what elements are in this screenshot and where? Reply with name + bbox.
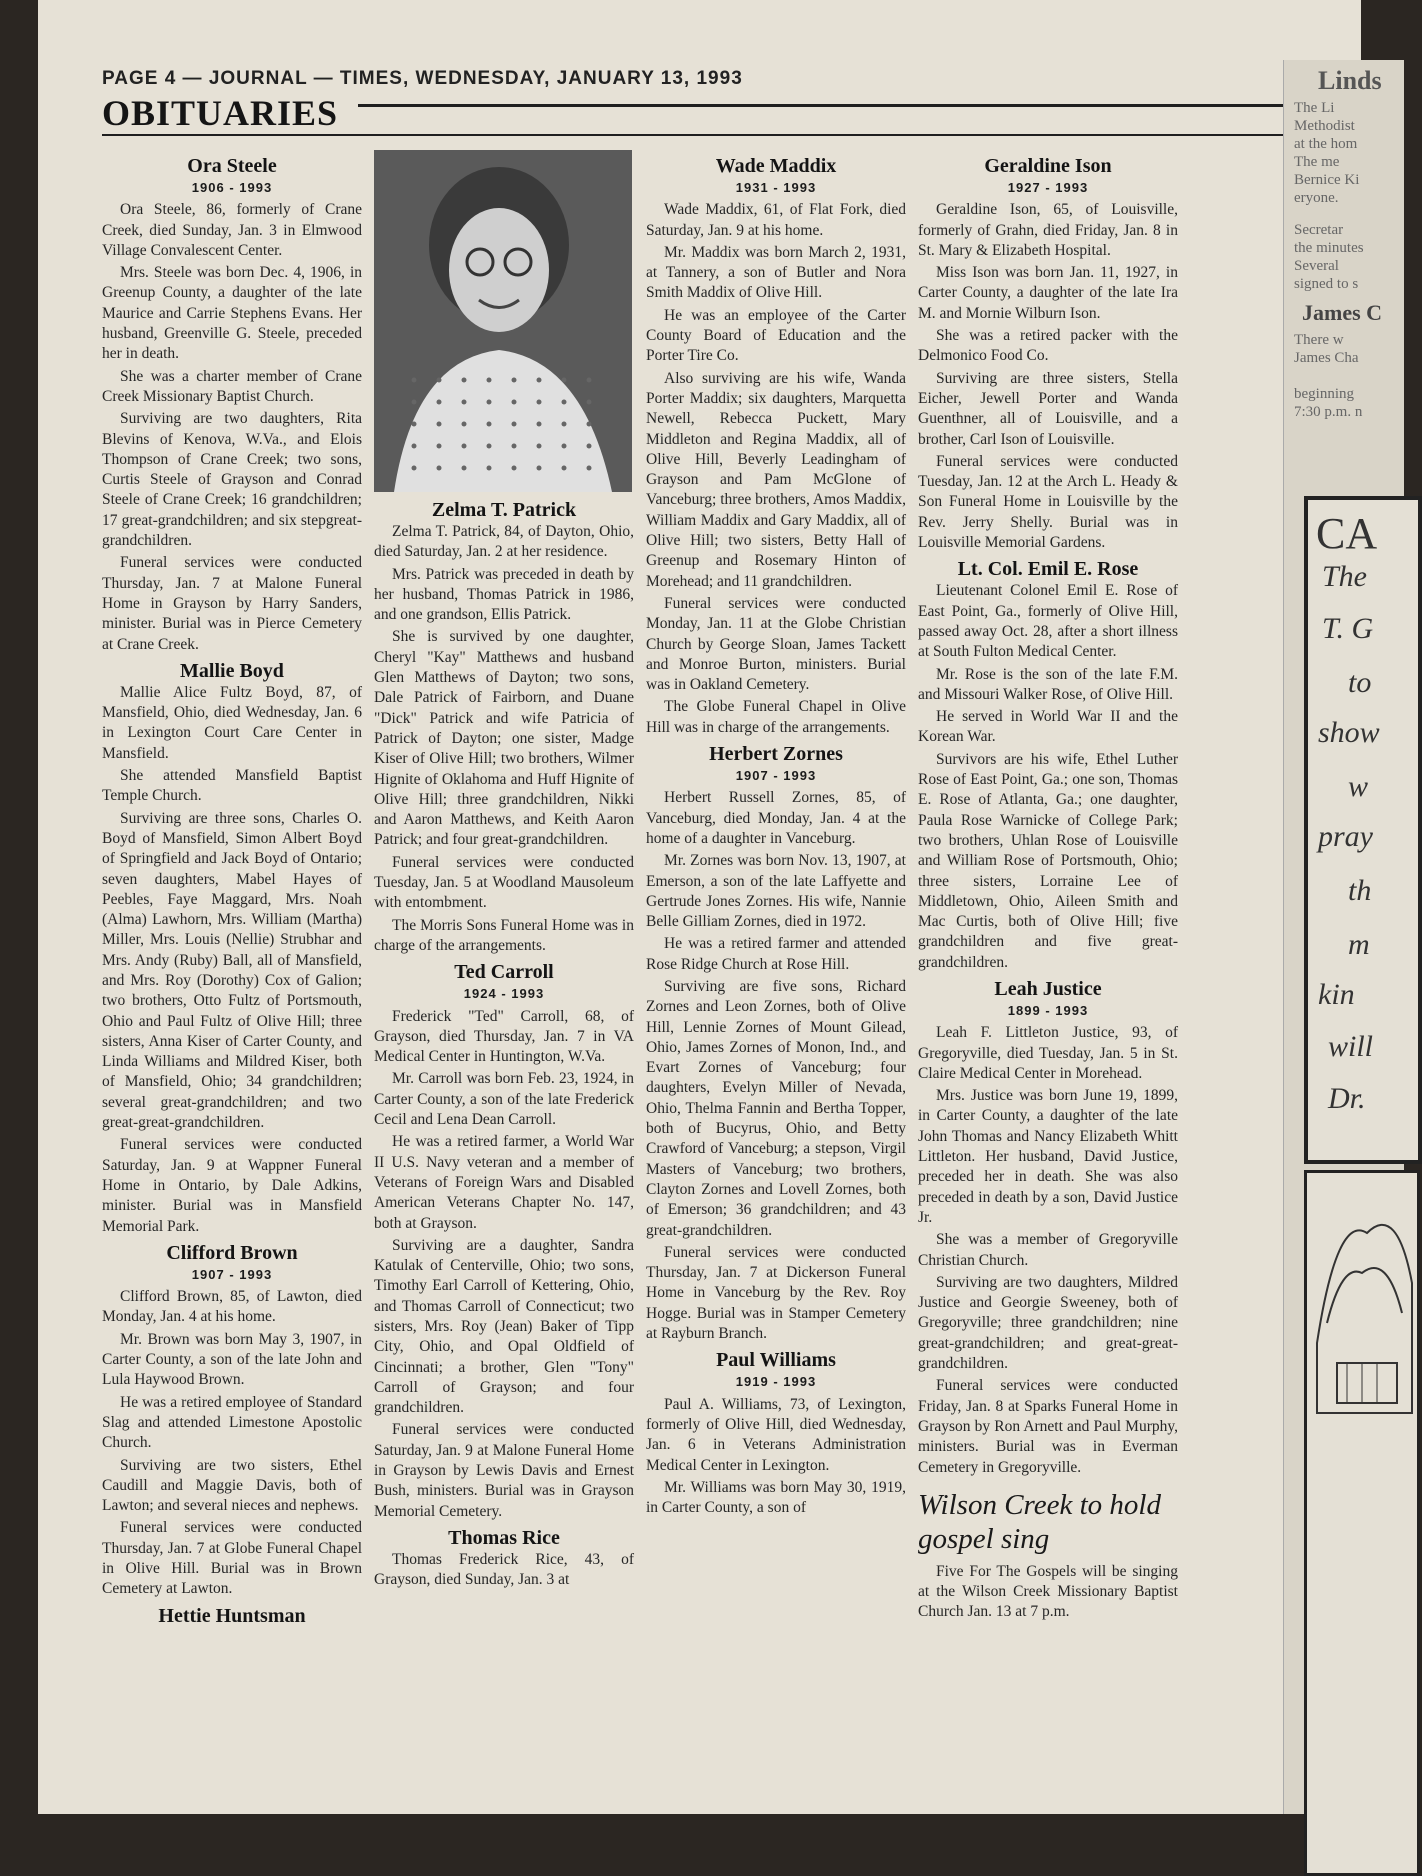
obituary-paragraph: Surviving are three sisters, Stella Eicher, Jewell Porter and Wanda Guenthner, all of Louisville, and a brother, Carl Ison of Louisville. — [918, 369, 1178, 448]
obituary-years: 1907 - 1993 — [191, 1266, 273, 1282]
obituary-name: Wade Maddix — [715, 155, 837, 177]
adjacent-page-text: Secretar — [1294, 222, 1344, 238]
obituary-paragraph: She is survived by one daughter, Cheryl "Kay" Matthews and husband Glen Matthews of Dayton; two sons, Dale Patrick of Fairborn, and Duane "Dick" Patrick and wife Patricia of Patrick of Dayton; one sister, Madge Kiser of Olive Hill; two brothers, Wilmer Hignite of Oklahoma and Huff Hignite of Olive Hill; three grandchildren, Nikki and Aaron Matthews, and Keith Aaron Patrick; and four great-grandchildren. — [374, 628, 634, 849]
obituary-paragraph: Mr. Brown was born May 3, 1907, in Carter County, a son of the late John and Lula Haywood Brown. — [102, 1330, 362, 1389]
obituary-paragraph: Funeral services were conducted Friday, Jan. 8 at Sparks Funeral Home in Grayson by Ron Arnett and Paul Murphy, ministers. Burial was in Everman Cemetery in Gregoryville. — [918, 1377, 1178, 1476]
obituary-paragraph: Leah F. Littleton Justice, 93, of Gregoryville, died Tuesday, Jan. 5 in St. Claire Medical Center in Morehead. — [918, 1024, 1178, 1082]
adjacent-page-text: Bernice Ki — [1294, 172, 1360, 188]
obituary-name: Ted Carroll — [454, 961, 554, 984]
section-rule-top — [358, 104, 1293, 107]
obituary-paragraph: Five For The Gospels will be singing at the Wilson Creek Missionary Baptist Church Jan. 13 at 7 p.m. — [918, 1562, 1178, 1621]
obituary-years: 1927 - 1993 — [1007, 180, 1089, 195]
obituary-paragraph: Mr. Williams was born May 30, 1919, in Carter County, a son of — [646, 1478, 906, 1517]
obituary-paragraph: He served in World War II and the Korean War. — [918, 708, 1178, 746]
portrait-photo-icon — [374, 150, 632, 492]
advertisement-heading: CA — [1316, 509, 1378, 558]
obituary-paragraph: Funeral services were conducted Monday, Jan. 11 at the Globe Christian Church by George Sloan, James Tackett and Monroe Burton, ministers. Burial was in Oakland Cemetery. — [646, 594, 906, 694]
adjacent-page-heading: Linds — [1318, 66, 1382, 95]
obituary-paragraph: Frederick "Ted" Carroll, 68, of Grayson, died Thursday, Jan. 7 in VA Medical Center in Huntington, W.Va. — [374, 1007, 634, 1066]
obituary-paragraph: Surviving are two daughters, Rita Blevins of Kenova, W.Va., and Elois Thompson of Crane Creek; two sons, Curtis Steele of Grayson and Conrad Steele of Crane Creek; 16 grandchildren; 17 great-grandchildren; and six stepgreat-grandchildren. — [102, 410, 362, 550]
obituary-paragraph: Geraldine Ison, 65, of Louisville, formerly of Grahn, died Friday, Jan. 8 in St. Mary & Elizabeth Hospital. — [918, 201, 1178, 259]
obituary-name: Ora Steele — [187, 155, 277, 177]
obituary-paragraph: Mallie Alice Fultz Boyd, 87, of Mansfield, Ohio, died Wednesday, Jan. 6 in Lexington Court Care Center in Mansfield. — [102, 683, 362, 762]
advertisement-text: T. G — [1322, 612, 1374, 645]
adjacent-page-text: beginning — [1294, 386, 1354, 402]
obituary-paragraph: Herbert Russell Zornes, 85, of Vanceburg, died Monday, Jan. 4 at the home of a daughter in Vanceburg. — [646, 789, 906, 847]
obituary-years: 1919 - 1993 — [735, 1374, 817, 1390]
adjacent-page-text: James Cha — [1294, 350, 1359, 366]
obituary-paragraph: The Morris Sons Funeral Home was in charge of the arrangements. — [374, 916, 634, 954]
advertisement-text: Dr. — [1328, 1082, 1366, 1115]
obituary-name: Paul Williams — [716, 1349, 836, 1372]
obituary-paragraph: Wade Maddix, 61, of Flat Fork, died Saturday, Jan. 9 at his home. — [646, 201, 906, 239]
obituary-paragraph: Surviving are three sons, Charles O. Boyd of Mansfield, Simon Albert Boyd of Springfield and Jack Boyd of Ontario; seven daughters, Mabel Hayes of Peebles, Faye Maggard, Mrs. Noah (Alma) Lawhorn, Mrs. William (Martha) Miller, Mrs. Louis (Nellie) Strubhar and Mrs. Andy (Ruby) Ball, all of Mansfield, and Mrs. Roy (Dorothy) Cox of Galion; two brothers, Otto Fultz of Portsmouth, Ohio and Paul Fultz of Olive Hill; three sisters, Anna Kiser of Carter County, and Linda Williams and Mildred Kiser, both of Mansfield, Ohio; 34 grandchildren; several great-grandchildren; and two great-great-grandchildren. — [102, 809, 362, 1132]
newspaper-page — [38, 0, 1383, 1814]
obituary-photo — [374, 150, 632, 492]
obituary-paragraph: She attended Mansfield Baptist Temple Church. — [102, 767, 362, 805]
obituary-name: Herbert Zornes — [709, 743, 843, 766]
obituary-name: Lt. Col. Emil E. Rose — [957, 558, 1139, 581]
obituary-paragraph: Mr. Rose is the son of the late F.M. and Missouri Walker Rose, of Olive Hill. — [918, 665, 1178, 703]
obituary-paragraph: Mrs. Steele was born Dec. 4, 1906, in Greenup County, a daughter of the late Maurice and Carrie Stephens Evans. Her husband, Greenville G. Steele, preceded her in death. — [102, 264, 362, 363]
obituary-name: Clifford Brown — [166, 1241, 298, 1264]
obituary-paragraph: Funeral services were conducted Tuesday, Jan. 12 at the Arch L. Heady & Son Funeral Home in Louisville by the Rev. Jerry Shelly. Burial was in Louisville Memorial Gardens. — [918, 452, 1178, 552]
obituary-paragraph: Mr. Carroll was born Feb. 23, 1924, in Carter County, a son of the late Frederick Cecil and Lena Dean Carroll. — [374, 1070, 634, 1129]
adjacent-page-text: at the hom — [1294, 136, 1358, 152]
obituary-name: Leah Justice — [994, 977, 1102, 1000]
adjacent-page-strip — [1283, 60, 1404, 1814]
obituary-paragraph: Funeral services were conducted Thursday, Jan. 7 at Dickerson Funeral Home in Vanceburg by the Rev. Roy Hogge. Burial was in Stamper Cemetery at Rayburn Branch. — [646, 1243, 906, 1343]
news-headline: Wilson Creek to hold gospel sing — [918, 1488, 1161, 1555]
obituary-paragraph: Lieutenant Colonel Emil E. Rose of East Point, Ga., formerly of Olive Hill, passed away Oct. 28, after a short illness at South Fulton Medical Center. — [918, 582, 1178, 661]
advertisement-text: show — [1318, 716, 1380, 749]
advertisement-text: th — [1348, 874, 1372, 907]
obituary-paragraph: Funeral services were conducted Saturday, Jan. 9 at Malone Funeral Home in Grayson by Lewis Davis and Ernest Bush, ministers. Burial was in Grayson Memorial Cemetery. — [374, 1421, 634, 1520]
obituary-paragraph: She was a member of Gregoryville Christian Church. — [918, 1231, 1178, 1269]
obituary-paragraph: He was a retired farmer and attended Rose Ridge Church at Rose Hill. — [646, 935, 906, 973]
obituary-paragraph: Clifford Brown, 85, of Lawton, died Monday, Jan. 4 at his home. — [102, 1288, 362, 1326]
advertisement-text: to — [1348, 666, 1372, 699]
obituary-paragraph: Survivors are his wife, Ethel Luther Rose of East Point, Ga.; one son, Thomas E. Rose of Atlanta, Ga.; one daughter, Paula Rose Warnicke of College Park; two brothers, Uhlan Rose of Louisville and William Rose of Portsmouth, Ohio; three sisters, Lorraine Lee of Middletown, Ohio, Aileen Smith and Mac Curtis, both of Olive Hill; five grandchildren and five great-grandchildren. — [918, 750, 1178, 971]
obituary-paragraph: Surviving are two sisters, Ethel Caudill and Maggie Davis, both of Lawton; and several nieces and nephews. — [102, 1456, 362, 1515]
obituary-column-4 — [918, 150, 1178, 1625]
obituary-paragraph: Surviving are two daughters, Mildred Justice and Georgie Sweeney, both of Gregoryville; three grandchildren; nine great-grandchildren; and great-great-grandchildren. — [918, 1273, 1178, 1373]
obituary-paragraph: Surviving are five sons, Richard Zornes and Leon Zornes, both of Olive Hill, Lennie Zornes of Mount Gilead, Ohio, James Zornes of Monon, Ind., and Evart Zornes of Vanceburg; four daughters, Evelyn Miller of Nevada, Ohio, Thelma Fannin and Bertha Topper, both of Bucyrus, Ohio, and Betty Crawford of Vanceburg; a stepson, Virgil Masters of Vanceburg; two brothers, Clayton Zornes and Lovell Zornes, both of Emerson; 36 grandchildren; and 43 great-grandchildren. — [646, 977, 906, 1239]
obituary-paragraph: Funeral services were conducted Tuesday, Jan. 5 at Woodland Mausoleum with entombment. — [374, 853, 634, 912]
adjacent-page-subhead: James C — [1302, 300, 1383, 325]
obituary-paragraph: Paul A. Williams, 73, of Lexington, formerly of Olive Hill, died Wednesday, Jan. 6 in Veterans Administration Medical Center in Lexington. — [646, 1395, 906, 1474]
obituary-paragraph: He was a retired employee of Standard Slag and attended Limestone Apostolic Church. — [102, 1393, 362, 1452]
adjacent-page-text: 7:30 p.m. n — [1294, 404, 1363, 420]
obituary-name: Zelma T. Patrick — [431, 499, 577, 521]
obituary-paragraph: The Globe Funeral Chapel in Olive Hill was in charge of the arrangements. — [646, 698, 906, 736]
adjacent-page-text: The Li — [1294, 100, 1335, 116]
funeral-home-advertisement — [1304, 1170, 1420, 1876]
obituary-paragraph: Mr. Maddix was born March 2, 1931, at Tannery, a son of Butler and Nora Smith Maddix of Olive Hill. — [646, 243, 906, 302]
masthead: PAGE 4 — JOURNAL — TIMES, WEDNESDAY, JANUARY 13, 1993 — [102, 68, 743, 89]
advertisement-text: kin — [1318, 978, 1355, 1011]
adjacent-page-text: signed to s — [1294, 276, 1359, 292]
adjacent-page-text: eryone. — [1294, 190, 1339, 206]
obituary-paragraph: Ora Steele, 86, formerly of Crane Creek, died Sunday, Jan. 3 in Elmwood Village Convalescent Center. — [102, 201, 362, 259]
obituary-paragraph: Funeral services were conducted Thursday, Jan. 7 at Globe Funeral Chapel in Olive Hill. Burial was in Brown Cemetery at Lawton. — [102, 1519, 362, 1598]
obituary-paragraph: He was an employee of the Carter County Board of Education and the Porter Tire Co. — [646, 306, 906, 365]
obituary-years: 1907 - 1993 — [735, 768, 817, 784]
advertisement-box — [1304, 496, 1422, 1164]
obituary-years: 1906 - 1993 — [191, 180, 273, 195]
obituary-paragraph: Thomas Frederick Rice, 43, of Grayson, died Sunday, Jan. 3 at — [374, 1550, 634, 1589]
adjacent-page-text: There w — [1294, 332, 1344, 348]
obituary-column-2 — [374, 150, 634, 1593]
obituary-column-3 — [646, 150, 906, 1520]
section-title: OBITUARIES — [102, 93, 339, 133]
obituary-name: Hettie Huntsman — [158, 1604, 306, 1627]
obituary-paragraph: Mr. Zornes was born Nov. 13, 1907, at Emerson, a son of the late Laffyette and Gertrude Jones Zornes. His wife, Nannie Belle Gilliam Zornes, died in 1972. — [646, 852, 906, 931]
obituary-paragraph: He was a retired farmer, a World War II U.S. Navy veteran and a member of Veterans of Foreign Wars and Disabled American Veterans Chapter No. 147, both at Grayson. — [374, 1133, 634, 1232]
section-rule-bottom — [102, 134, 1292, 136]
obituary-paragraph: Also surviving are his wife, Wanda Porter Maddix; six daughters, Marquetta Newell, Rebecca Puckett, Mary Middleton and Regina Maddix, all of Olive Hill, Beverly Leadingham of Grayson and Pam McGlone of Vanceburg; three brothers, Amos Maddix, William Maddix and Gary Maddix, all of Olive Hill; two sisters, Betty Hall of Greenup and Rosemary Hinton of Morehead; and 11 grandchildren. — [646, 369, 906, 590]
obituary-paragraph: Mrs. Patrick was preceded in death by her husband, Thomas Patrick in 1986, and one grandson, Ellis Patrick. — [374, 565, 634, 624]
adjacent-page-text: the minutes — [1294, 240, 1364, 256]
obituary-paragraph: Mrs. Justice was born June 19, 1899, in Carter County, a daughter of the late John Thomas and Nancy Elizabeth Whitt Littleton. Her husband, David Justice, preceded her in death. She was also preceded in death by a son, David Justice Jr. — [918, 1087, 1178, 1226]
obituary-column-1 — [102, 150, 362, 1628]
adjacent-page-text: Several — [1294, 258, 1339, 274]
obituary-name: Geraldine Ison — [984, 155, 1112, 177]
advertisement-text: m — [1348, 928, 1370, 961]
obituary-paragraph: Funeral services were conducted Thursday, Jan. 7 at Malone Funeral Home in Grayson by Harry Sanders, minister. Burial was in Pierce Cemetery at Crane Creek. — [102, 554, 362, 653]
obituary-paragraph: She was a retired packer with the Delmonico Food Co. — [918, 327, 1178, 365]
building-illustration-icon — [1307, 1173, 1417, 1423]
adjacent-page-text: The me — [1294, 154, 1340, 170]
obituary-paragraph: She was a charter member of Crane Creek Missionary Baptist Church. — [102, 367, 362, 405]
obituary-name: Mallie Boyd — [180, 659, 284, 682]
obituary-paragraph: Miss Ison was born Jan. 11, 1927, in Carter County, a daughter of the late Ira M. and Mornie Wilburn Ison. — [918, 264, 1178, 322]
obituary-name: Thomas Rice — [448, 1526, 560, 1549]
advertisement-text: pray — [1318, 820, 1373, 853]
obituary-years: 1931 - 1993 — [735, 180, 817, 195]
obituary-years: 1924 - 1993 — [463, 986, 545, 1002]
obituary-paragraph: Funeral services were conducted Saturday, Jan. 9 at Wappner Funeral Home in Ontario, by Dale Adkins, minister. Burial was in Mansfield Memorial Park. — [102, 1136, 362, 1235]
advertisement-text: will — [1328, 1030, 1374, 1063]
advertisement-text: The — [1322, 560, 1367, 593]
obituary-paragraph: Zelma T. Patrick, 84, of Dayton, Ohio, died Saturday, Jan. 2 at her residence. — [374, 523, 634, 561]
obituary-paragraph: Surviving are a daughter, Sandra Katulak of Centerville, Ohio; two sons, Timothy Earl Carroll of Kettering, Ohio, and Thomas Carroll of Connecticut; two sisters, Mrs. Roy (Jean) Baker of Tipp City, Ohio, and Opal Oldfield of Cincinnati; a brother, Glen "Tony" Carroll of Grayson; and four grandchildren. — [374, 1236, 634, 1417]
obituary-years: 1899 - 1993 — [1007, 1002, 1089, 1018]
advertisement-text: w — [1348, 770, 1369, 803]
adjacent-page-text: Methodist — [1294, 118, 1355, 134]
